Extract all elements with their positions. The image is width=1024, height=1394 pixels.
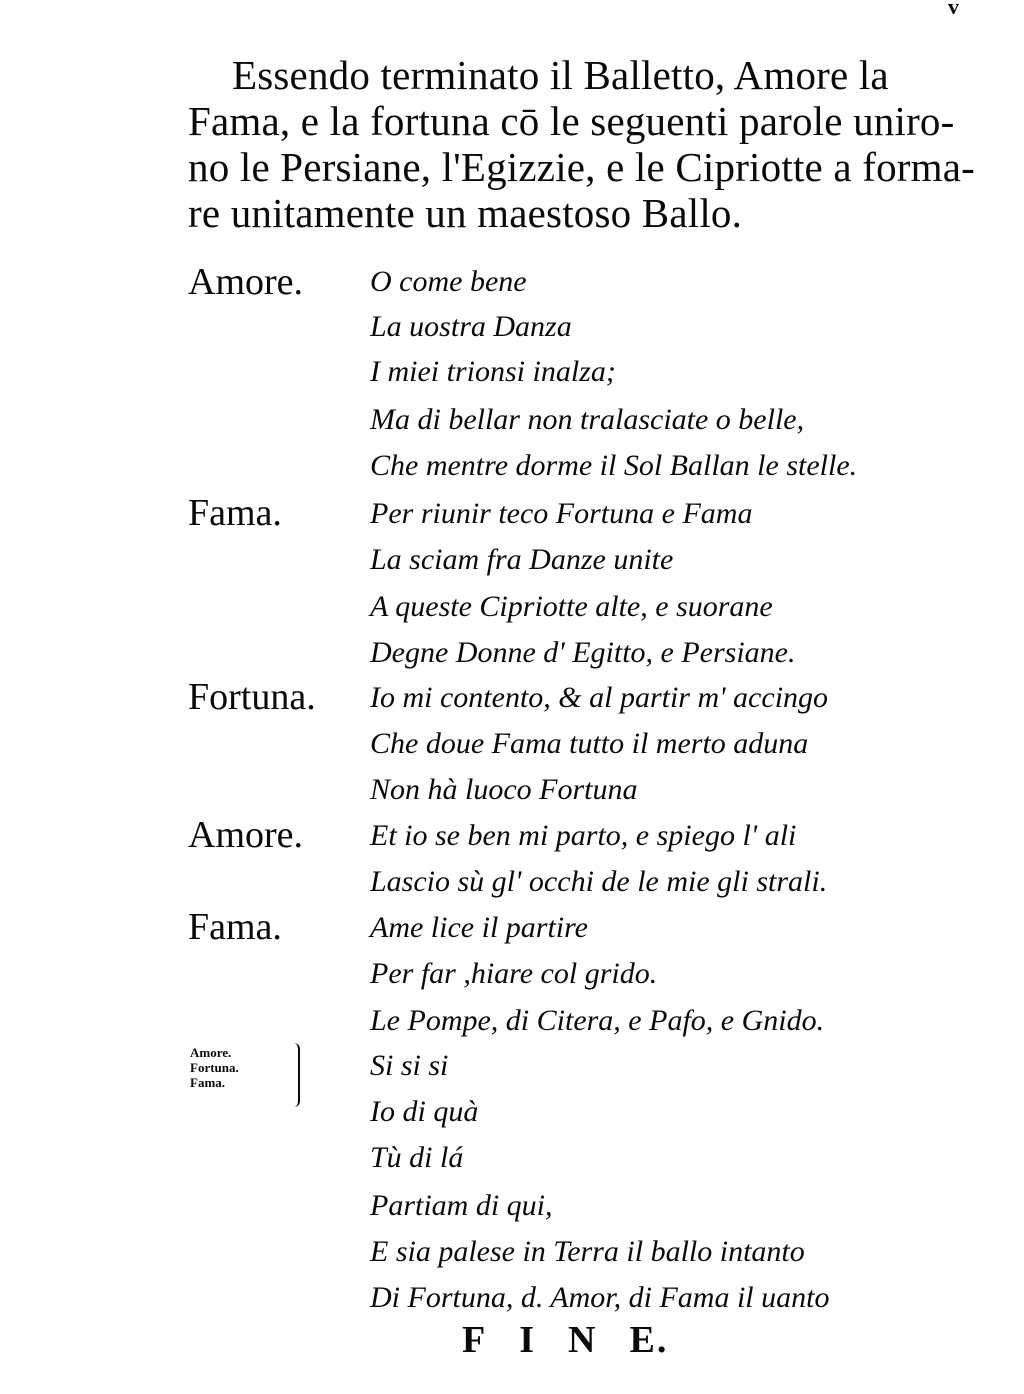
intro-line: no le Persiane, l'Egizzie, e le Cipriotte a forma-	[188, 144, 975, 190]
chorus-brace	[288, 1043, 300, 1107]
verse-line: A queste Cipriotte alte, e suorane	[370, 590, 773, 623]
speaker-fortuna: Fortuna.	[188, 676, 316, 718]
verse-line: Et io se ben mi parto, e spiego l' ali	[370, 819, 797, 852]
verse-line: Per far ,hiare col grido.	[370, 957, 658, 990]
verse-line: Si si si	[370, 1049, 449, 1082]
intro-line: Fama, e la fortuna cō le seguenti parole uniro-	[188, 98, 955, 144]
fine-letter: F	[462, 1319, 488, 1361]
chorus-name: Amore.	[190, 1045, 232, 1060]
chorus-name: Fama.	[190, 1075, 226, 1090]
corner-ornament: v	[948, 0, 959, 19]
verse-line: E sia palese in Terra il ballo intanto	[370, 1235, 805, 1268]
chorus-name: Fortuna.	[190, 1060, 239, 1075]
verse-line: Io di quà	[370, 1095, 479, 1128]
intro-paragraph	[188, 52, 998, 236]
verse-line: Che mentre dorme il Sol Ballan le stelle.	[370, 449, 858, 482]
fine-letter: I	[519, 1319, 537, 1361]
verse-line: Lascio sù gl' occhi de le mie gli strali.	[370, 865, 828, 898]
speaker-amore: Amore.	[188, 814, 304, 856]
fine-letter: E.	[629, 1319, 669, 1361]
verse-line: Non hà luoco Fortuna	[370, 773, 638, 806]
verse-line: Partiam di qui,	[370, 1189, 553, 1222]
fine-heading	[462, 1318, 700, 1362]
verse-line: Le Pompe, di Citera, e Pafo, e Gnido.	[370, 1004, 825, 1037]
intro-line: Essendo terminato il Balletto, Amore la	[232, 52, 889, 98]
fine-letter: N	[568, 1319, 598, 1361]
verse-line: Degne Donne d' Egitto, e Persiane.	[370, 636, 796, 669]
verse-line: Per riunir teco Fortuna e Fama	[370, 497, 753, 530]
speaker-fama: Fama.	[188, 906, 282, 948]
verse-line: Di Fortuna, d. Amor, di Fama il uanto	[370, 1281, 830, 1314]
verse-line: Che doue Fama tutto il merto aduna	[370, 727, 809, 760]
verse-line: O come bene	[370, 265, 527, 298]
speaker-amore: Amore.	[188, 261, 304, 303]
verse-line: I miei trionsi inalza;	[370, 355, 616, 388]
intro-line: re unitamente un maestoso Ballo.	[188, 190, 743, 236]
speaker-fama: Fama.	[188, 492, 282, 534]
verse-line: Tù di lá	[370, 1141, 464, 1174]
verse-line: Ame lice il partire	[370, 911, 588, 944]
verse-line: La uostra Danza	[370, 310, 572, 343]
verse-line: La sciam fra Danze unite	[370, 543, 674, 576]
verse-line: Io mi contento, & al partir m' accingo	[370, 681, 829, 714]
verse-line: Ma di bellar non tralasciate o belle,	[370, 403, 805, 436]
